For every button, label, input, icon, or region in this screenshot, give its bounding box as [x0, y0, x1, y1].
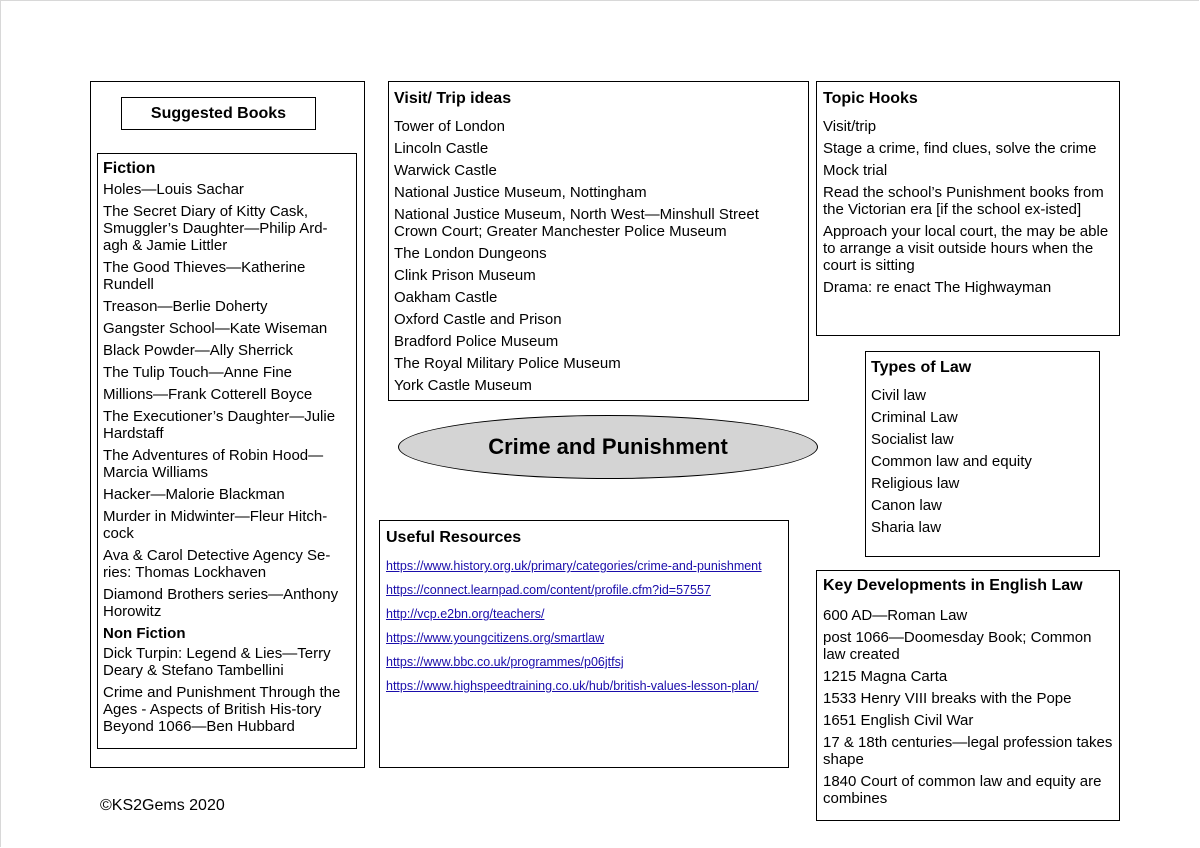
development-item: 600 AD—Roman Law — [823, 607, 968, 624]
resource-link-list — [386, 559, 782, 694]
fiction-book-item: Murder in Midwinter—Fleur Hitch-cock — [103, 508, 328, 542]
useful-resources-panel — [379, 520, 789, 768]
fiction-book-item: Diamond Brothers series—Anthony Horowitz — [103, 586, 339, 620]
copyright-notice: ©KS2Gems 2020 — [100, 797, 225, 814]
visit-item: Clink Prison Museum — [394, 267, 536, 284]
development-item: 1533 Henry VIII breaks with the Pope — [823, 690, 1072, 707]
nonfiction-book-item: Crime and Punishment Through the Ages - Aspects of British His-tory Beyond 1066—Ben Hubbard — [103, 684, 341, 735]
development-item: 1840 Court of common law and equity are combines — [823, 773, 1102, 807]
visit-item: Lincoln Castle — [394, 140, 489, 157]
law-type-item: Socialist law — [871, 431, 954, 448]
topic-hook-item: Mock trial — [823, 162, 888, 179]
topic-hook-item: Approach your local court, the may be able to arrange a visit outside hours when the court is sitting — [823, 223, 1109, 274]
types-of-law-list — [871, 387, 1093, 536]
key-developments-list — [823, 607, 1113, 807]
fiction-book-item: The Adventures of Robin Hood—Marcia Williams — [103, 447, 324, 481]
types-of-law-panel — [865, 351, 1100, 557]
resource-link[interactable]: https://www.highspeedtraining.co.uk/hub/british-values-lesson-plan/ — [386, 679, 759, 693]
resource-link[interactable]: http://vcp.e2bn.org/teachers/ — [386, 607, 545, 621]
visit-item: The London Dungeons — [394, 245, 547, 262]
key-developments-heading: Key Developments in English Law — [823, 577, 1083, 594]
visit-item: National Justice Museum, Nottingham — [394, 184, 647, 201]
visit-item: York Castle Museum — [394, 377, 532, 394]
development-item: post 1066—Doomesday Book; Common law created — [823, 629, 1092, 663]
visit-item: Bradford Police Museum — [394, 333, 559, 350]
fiction-book-item: Ava & Carol Detective Agency Se-ries: Thomas Lockhaven — [103, 547, 331, 581]
resource-link[interactable]: https://www.history.org.uk/primary/categories/crime-and-punishment — [386, 559, 762, 573]
visit-item: National Justice Museum, North West—Minshull Street Crown Court; Greater Manchester Police Museum — [394, 206, 759, 240]
useful-resources-heading: Useful Resources — [386, 529, 522, 546]
law-type-item: Criminal Law — [871, 409, 958, 426]
fiction-book-item: The Good Thieves—Katherine Rundell — [103, 259, 306, 293]
topic-title: Crime and Punishment — [488, 434, 728, 459]
visit-item: Warwick Castle — [394, 162, 497, 179]
resource-link[interactable]: https://www.youngcitizens.org/smartlaw — [386, 631, 605, 645]
fiction-book-item: Black Powder—Ally Sherrick — [103, 342, 294, 359]
types-of-law-heading: Types of Law — [871, 359, 972, 376]
law-type-item: Civil law — [871, 387, 927, 404]
topic-hook-item: Visit/trip — [823, 118, 877, 135]
fiction-book-item: Millions—Frank Cotterell Boyce — [103, 386, 313, 403]
resource-link[interactable]: https://connect.learnpad.com/content/profile.cfm?id=57557 — [386, 583, 711, 597]
law-type-item: Common law and equity — [871, 453, 1032, 470]
fiction-book-item: Hacker—Malorie Blackman — [103, 486, 285, 503]
visit-item: The Royal Military Police Museum — [394, 355, 621, 372]
fiction-book-item: The Tulip Touch—Anne Fine — [103, 364, 293, 381]
nonfiction-book-item: Dick Turpin: Legend & Lies—Terry Deary & Stefano Tambellini — [103, 645, 331, 679]
resource-link[interactable]: https://www.bbc.co.uk/programmes/p06jtfsj — [386, 655, 624, 669]
visit-item: Tower of London — [394, 118, 505, 135]
visit-item: Oxford Castle and Prison — [394, 311, 562, 328]
topic-title-ellipse — [398, 415, 818, 479]
fiction-list-box — [97, 153, 357, 749]
law-type-item: Religious law — [871, 475, 960, 492]
fiction-book-item: The Secret Diary of Kitty Cask, Smuggler’s Daughter—Philip Ard-agh & Jamie Littler — [103, 203, 328, 254]
development-item: 17 & 18th centuries—legal profession takes shape — [823, 734, 1113, 768]
suggested-books-heading: Suggested Books — [150, 104, 287, 122]
development-item: 1215 Magna Carta — [823, 668, 948, 685]
development-item: 1651 English Civil War — [823, 712, 974, 729]
topic-hooks-panel — [816, 81, 1120, 336]
visit-list — [394, 118, 802, 394]
visit-item: Oakham Castle — [394, 289, 498, 306]
visit-trip-heading: Visit/ Trip ideas — [394, 90, 512, 107]
fiction-book-item: Gangster School—Kate Wiseman — [103, 320, 328, 337]
fiction-book-item: Treason—Berlie Doherty — [103, 298, 268, 315]
topic-hook-item: Drama: re enact The Highwayman — [823, 279, 1052, 296]
topic-hooks-heading: Topic Hooks — [823, 90, 918, 107]
law-type-item: Canon law — [871, 497, 942, 514]
topic-hook-item: Read the school’s Punishment books from the Victorian era [if the school ex-isted] — [823, 184, 1104, 218]
key-developments-panel — [816, 570, 1120, 821]
law-type-item: Sharia law — [871, 519, 942, 536]
visit-trip-panel — [388, 81, 809, 401]
topic-hook-item: Stage a crime, find clues, solve the crime — [823, 140, 1097, 157]
fiction-heading: Fiction — [103, 160, 156, 177]
fiction-book-item: The Executioner’s Daughter—Julie Hardstaff — [103, 408, 336, 442]
topic-hooks-list — [823, 118, 1113, 296]
fiction-list — [103, 181, 350, 620]
suggested-books-title-box — [121, 97, 316, 130]
fiction-book-item: Holes—Louis Sachar — [103, 181, 244, 198]
nonfiction-heading: Non Fiction — [103, 625, 186, 642]
nonfiction-list — [103, 645, 350, 735]
